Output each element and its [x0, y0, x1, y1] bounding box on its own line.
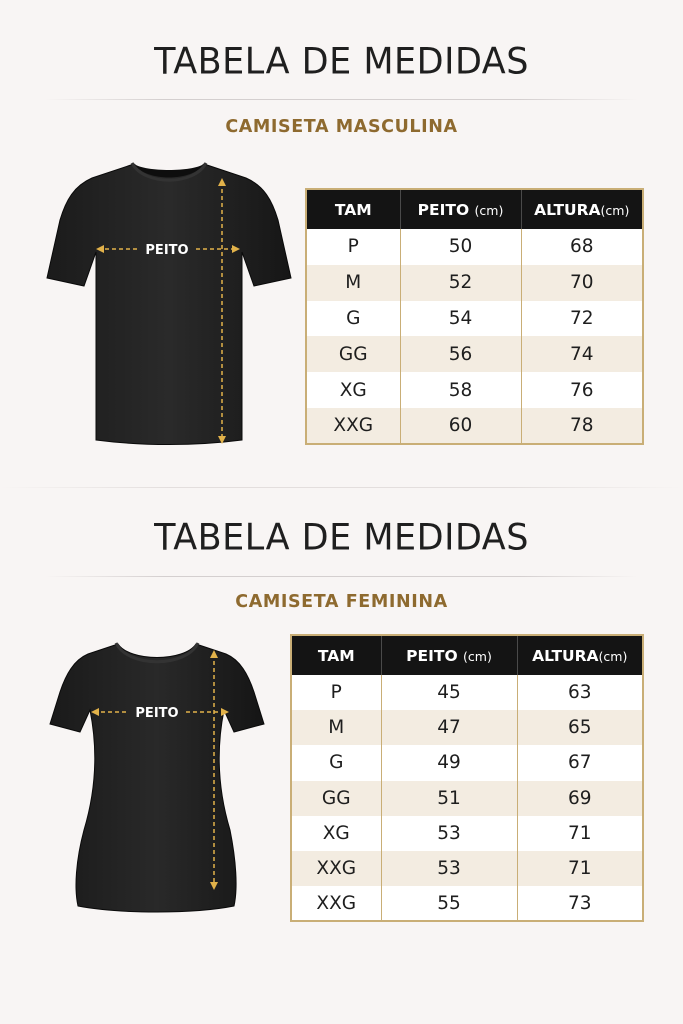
cell-chest: 53	[381, 816, 517, 851]
table-row	[306, 408, 643, 444]
cell-size: XXG	[306, 408, 400, 444]
cell-size: GG	[306, 336, 400, 372]
header-size: TAM	[291, 635, 381, 675]
header-height: ALTURA(cm)	[521, 189, 643, 229]
table-row	[306, 336, 643, 372]
cell-height: 67	[517, 745, 643, 780]
cell-height: 76	[521, 372, 643, 408]
cell-chest: 60	[400, 408, 521, 444]
cell-size: GG	[291, 781, 381, 816]
cell-size: XXG	[291, 886, 381, 921]
cell-size: XG	[306, 372, 400, 408]
cell-height: 71	[517, 851, 643, 886]
header-height: ALTURA(cm)	[517, 635, 643, 675]
cell-size: XG	[291, 816, 381, 851]
table-row	[306, 301, 643, 337]
male-section	[0, 0, 683, 470]
cell-chest: 49	[381, 745, 517, 780]
table-row	[306, 229, 643, 265]
cell-height: 71	[517, 816, 643, 851]
table-row	[291, 745, 643, 780]
cell-height: 69	[517, 781, 643, 816]
section-divider	[0, 487, 683, 488]
cell-height: 74	[521, 336, 643, 372]
cell-height: 72	[521, 301, 643, 337]
header-chest: PEITO (cm)	[381, 635, 517, 675]
tshirt-female-icon	[48, 640, 266, 914]
table-row	[291, 886, 643, 921]
cell-height: 73	[517, 886, 643, 921]
cell-size: XXG	[291, 851, 381, 886]
table-header-row	[306, 189, 643, 229]
female-section	[0, 490, 683, 1024]
table-row	[291, 781, 643, 816]
cell-chest: 51	[381, 781, 517, 816]
title-rule-male	[45, 99, 638, 100]
table-row	[306, 372, 643, 408]
cell-chest: 56	[400, 336, 521, 372]
cell-height: 65	[517, 710, 643, 745]
table-row	[291, 675, 643, 710]
size-table-female	[290, 634, 644, 922]
cell-height: 68	[521, 229, 643, 265]
cell-size: P	[306, 229, 400, 265]
subtitle-female: CAMISETA FEMININA	[235, 592, 448, 612]
table-row	[291, 710, 643, 745]
title-rule-female	[45, 576, 638, 577]
cell-height: 78	[521, 408, 643, 444]
page-title-male: TABELA DE MEDIDAS	[154, 41, 529, 83]
header-size: TAM	[306, 189, 400, 229]
cell-size: P	[291, 675, 381, 710]
cell-size: M	[291, 710, 381, 745]
cell-height: 63	[517, 675, 643, 710]
chest-label-male: PEITO	[145, 243, 189, 258]
cell-size: G	[291, 745, 381, 780]
cell-chest: 47	[381, 710, 517, 745]
tshirt-male-icon	[46, 160, 292, 446]
page-title-female: TABELA DE MEDIDAS	[154, 517, 529, 559]
table-row	[306, 265, 643, 301]
header-chest: PEITO (cm)	[400, 189, 521, 229]
cell-chest: 58	[400, 372, 521, 408]
cell-size: G	[306, 301, 400, 337]
subtitle-male: CAMISETA MASCULINA	[225, 117, 458, 137]
cell-size: M	[306, 265, 400, 301]
chest-label-female: PEITO	[135, 706, 179, 721]
cell-height: 70	[521, 265, 643, 301]
cell-chest: 45	[381, 675, 517, 710]
size-table-male	[305, 188, 644, 445]
cell-chest: 53	[381, 851, 517, 886]
table-header-row	[291, 635, 643, 675]
cell-chest: 50	[400, 229, 521, 265]
cell-chest: 52	[400, 265, 521, 301]
table-row	[291, 851, 643, 886]
cell-chest: 54	[400, 301, 521, 337]
cell-chest: 55	[381, 886, 517, 921]
table-row	[291, 816, 643, 851]
